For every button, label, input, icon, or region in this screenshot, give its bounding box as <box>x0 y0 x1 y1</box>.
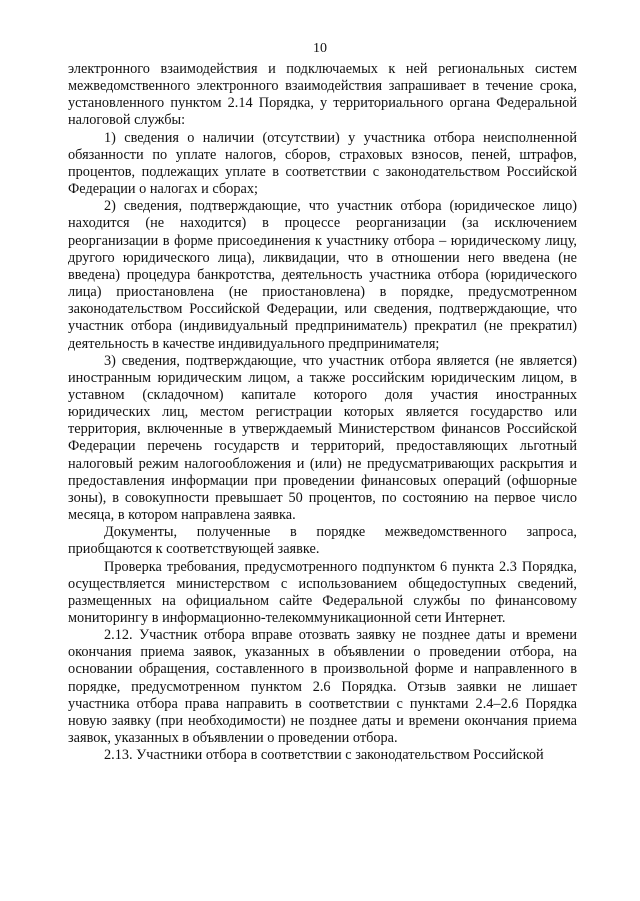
paragraph-2-12: 2.12. Участник отбора вправе отозвать заявку не позднее даты и времени окончания приема заявок, указанных в объявлении о проведении отбора, на основании обращения, составленного в произвольной форме и направленного в порядке, предусмотренном пунктом 2.6 Порядка. Отзыв заявки не лишает участника отбора права направить в соответствии с пунктами 2.4–2.6 Порядка новую заявку (при необходимости) не позднее даты и времени окончания приема заявок, указанных в объявлении о проведении отбора. <box>68 627 577 747</box>
paragraph-item-2: 2) сведения, подтверждающие, что участник отбора (юридическое лицо) находится (не находится) в процессе реорганизации (за исключением реорганизации в форме присоединения к участнику отбора – юридическому лицу, другого юридического лица), ликвидации, что в отношении него введена (не введена) процедура банкротства, деятельность участника отбора (юридического лица) приостановлена (не приостановлена) в порядке, предусмотренном законодательством Российской Федерации, или сведения, подтверждающие, что участник отбора (индивидуальный предприниматель) прекратил (не прекратил) деятельность в качестве индивидуального предпринимателя; <box>68 198 577 352</box>
paragraph-item-1: 1) сведения о наличии (отсутствии) у участника отбора неисполненной обязанности по уплате налогов, сборов, страховых взносов, пеней, штрафов, процентов, подлежащих уплате в соответствии с законодательством Российской Федерации о налогах и сборах; <box>68 129 577 198</box>
paragraph-2-13: 2.13. Участники отбора в соответствии с законодательством Российской <box>104 747 544 764</box>
paragraph-verification: Проверка требования, предусмотренного подпунктом 6 пункта 2.3 Порядка, осуществляется министерством с использованием общедоступных сведений, размещенных на официальном сайте Федеральной службы по финансовому мониторингу в информационно-телекоммуникационной сети Интернет. <box>68 558 577 626</box>
paragraph-documents: Документы, полученные в порядке межведомственного запроса, приобщаются к соответствующей заявке. <box>68 524 577 558</box>
page-number: 10 <box>313 41 327 56</box>
document-body <box>68 61 577 764</box>
paragraph-continuation: электронного взаимодействия и подключаемых к ней региональных систем межведомственного электронного взаимодействия запрашивает в течение срока, установленного пунктом 2.14 Порядка, у территориального органа Федеральной налоговой службы: <box>68 61 577 129</box>
paragraph-item-3: 3) сведения, подтверждающие, что участник отбора является (не является) иностранным юридическим лицом, а также российским юридическим лицом, в уставном (складочном) капитале которого доля участия иностранных юридических лиц, местом регистрации которых является государство или территория, включенные в утверждаемый Министерством финансов Российской Федерации перечень государств и территорий, предоставляющих льготный налоговый режим налогообложения и (или) не предусматривающих раскрытия и предоставления информации при проведении финансовых операций (офшорные зоны), в совокупности превышает 50 процентов, по состоянию на первое число месяца, в котором направлена заявка. <box>68 352 577 524</box>
